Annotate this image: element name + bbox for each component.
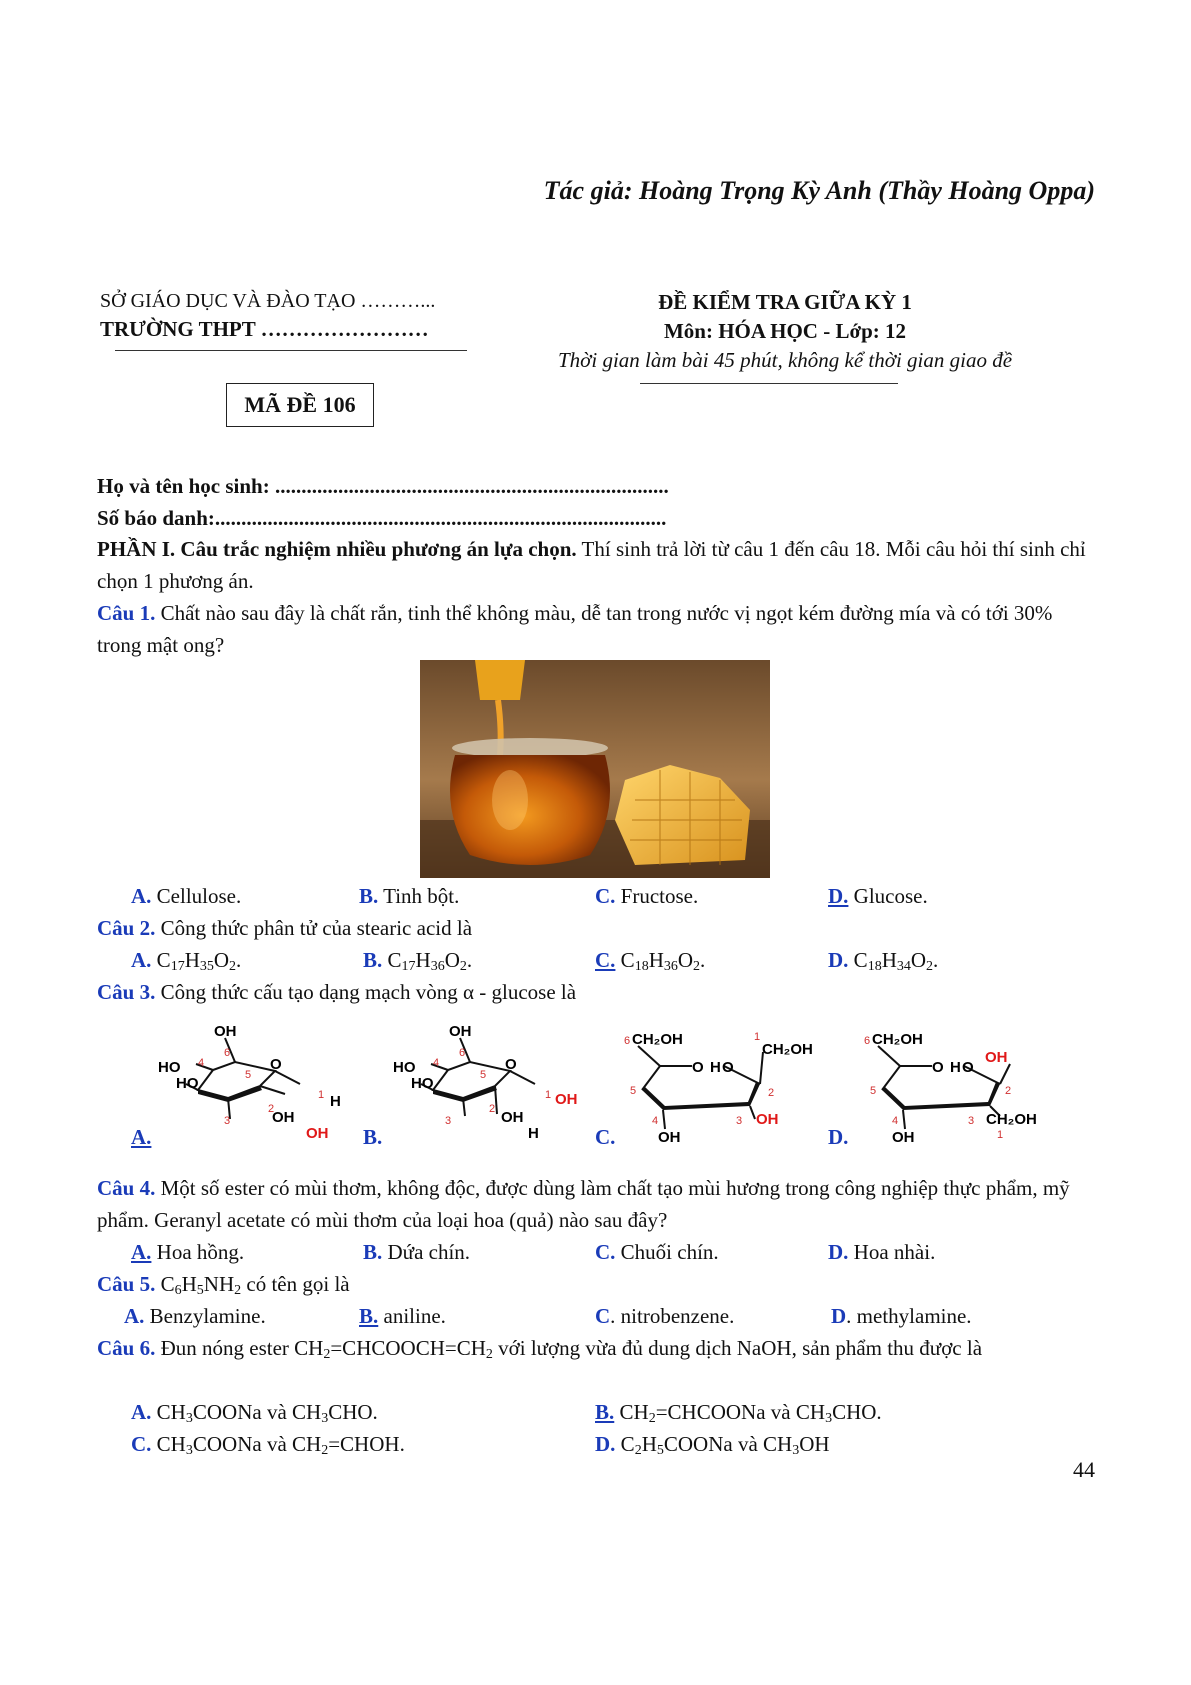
q1-option-d-key: D.	[828, 884, 849, 908]
svg-text:H: H	[710, 1059, 721, 1076]
q5-option-c-text: . nitrobenzene.	[610, 1304, 735, 1328]
q4-text: Một số ester có mùi thơm, không độc, được dùng làm chất tạo mùi hương trong công nghiệp thực phẩm, mỹ phẩm. Geranyl acetate có mùi thơm của loại hoa (quả) nào sau đây?	[97, 1176, 1070, 1232]
svg-text:6: 6	[624, 1035, 631, 1047]
svg-text:OH: OH	[985, 1049, 1008, 1066]
svg-text:OH: OH	[501, 1109, 524, 1126]
svg-text:2: 2	[768, 1087, 775, 1099]
svg-text:CH₂OH: CH₂OH	[872, 1031, 923, 1048]
q2-options	[0, 944, 1191, 976]
q4-option-b-key: B.	[363, 1240, 383, 1264]
svg-text:OH: OH	[272, 1109, 295, 1126]
svg-text:O: O	[932, 1059, 944, 1076]
q6-option-a-key: A.	[131, 1400, 152, 1424]
q5-option-b-text: aniline.	[378, 1304, 446, 1328]
svg-text:HO: HO	[411, 1075, 434, 1092]
svg-text:O: O	[270, 1056, 282, 1073]
q5-option-c[interactable]	[595, 1300, 734, 1332]
svg-text:6: 6	[864, 1035, 871, 1047]
svg-text:H: H	[528, 1125, 539, 1142]
q5-option-a-text: Benzylamine.	[144, 1304, 266, 1328]
svg-text:HO: HO	[158, 1059, 181, 1076]
q3-option-b-key: B.	[363, 1125, 383, 1149]
q1-option-b-text: Tinh bột.	[378, 884, 460, 908]
q5-option-a[interactable]	[124, 1300, 266, 1332]
q1-text: Chất nào sau đây là chất rắn, tinh thể không màu, dễ tan trong nước vị ngọt kém đường mía và có tới 30% trong mật ong?	[97, 601, 1053, 657]
q1-option-c-key: C.	[595, 884, 616, 908]
q6-option-c-key: C.	[131, 1432, 152, 1456]
q2-option-b-key: B.	[363, 948, 383, 972]
svg-text:6: 6	[224, 1047, 231, 1059]
q4-option-c-key: C.	[595, 1240, 616, 1264]
svg-text:1: 1	[318, 1089, 325, 1101]
svg-text:OH: OH	[555, 1091, 578, 1108]
q4-option-b-text: Dứa chín.	[382, 1240, 471, 1264]
q1-option-a[interactable]	[131, 880, 241, 912]
honey-jar-illustration	[420, 660, 770, 878]
svg-text:1: 1	[754, 1031, 761, 1043]
q6-option-a[interactable]: A. $CH_3COONa$ và $CH_3CHO$.	[131, 1400, 378, 1426]
svg-text:H: H	[330, 1093, 341, 1110]
q1-option-a-key: A.	[131, 884, 152, 908]
q2-option-b[interactable]: B. $C_{17}H_{36}O_2$.	[363, 948, 473, 974]
q1-option-b-key: B.	[359, 884, 379, 908]
svg-text:OH: OH	[214, 1024, 237, 1040]
svg-text:3: 3	[968, 1115, 975, 1127]
svg-text:OH: OH	[658, 1129, 681, 1146]
svg-text:1: 1	[997, 1129, 1004, 1141]
left-header	[100, 290, 490, 342]
svg-text:5: 5	[630, 1085, 637, 1097]
question-6: Câu 6. Đun nóng ester $CH_2=CHCOOCH=CH_2$ với lượng vừa đủ dung dịch NaOH, sản phẩm thu được là	[97, 1336, 983, 1362]
q5-option-b[interactable]	[359, 1300, 446, 1332]
svg-text:CH₂OH: CH₂OH	[762, 1041, 813, 1058]
q3-option-d[interactable]	[828, 1125, 848, 1150]
q2-option-d-key: D.	[828, 948, 849, 972]
q1-option-c[interactable]	[595, 880, 698, 912]
q4-options	[0, 1236, 1191, 1268]
q5-option-a-key: A.	[124, 1304, 145, 1328]
author-line: Tác giả: Hoàng Trọng Kỳ Anh (Thầy Hoàng Oppa)	[543, 176, 1095, 205]
svg-text:HO: HO	[176, 1075, 199, 1092]
q2-option-c[interactable]: C. $C_{18}H_{36}O_2$.	[595, 948, 706, 974]
q4-option-b[interactable]	[363, 1236, 470, 1268]
right-header	[495, 290, 1075, 373]
q6-option-b-key: B.	[595, 1400, 615, 1424]
student-id-dots: ......................................................................................	[214, 506, 667, 530]
structure-d	[860, 1024, 1060, 1149]
q2-option-c-key: C.	[595, 948, 616, 972]
q4-option-c-text: Chuối chín.	[615, 1240, 719, 1264]
svg-text:CH₂OH: CH₂OH	[632, 1031, 683, 1048]
q3-option-a[interactable]	[131, 1125, 151, 1150]
q3-option-c-key: C.	[595, 1125, 616, 1149]
svg-text:4: 4	[652, 1115, 659, 1127]
q6-option-d-key: D.	[595, 1432, 616, 1456]
structure-c	[620, 1024, 820, 1149]
exam-title: ĐỀ KIỂM TRA GIỮA KỲ 1	[658, 290, 912, 314]
q3-option-c[interactable]	[595, 1125, 615, 1150]
q4-option-c[interactable]	[595, 1236, 719, 1268]
svg-text:4: 4	[892, 1115, 899, 1127]
q1-option-c-text: Fructose.	[615, 884, 699, 908]
question-5: Câu 5. $C_6H_5NH_2$ có tên gọi là	[97, 1272, 350, 1298]
svg-text:OH: OH	[892, 1129, 915, 1146]
svg-text:2: 2	[489, 1103, 496, 1115]
structure-a	[150, 1024, 360, 1149]
student-name-dots: ...........................................................................	[274, 474, 669, 498]
exam-code: MÃ ĐỀ 106	[226, 383, 374, 427]
q6-option-c[interactable]: C. $CH_3COONa$ và $CH_2=CHOH$.	[131, 1432, 405, 1458]
q4-option-a[interactable]	[131, 1236, 244, 1268]
q5-option-d-text: . methylamine.	[846, 1304, 972, 1328]
svg-text:HO: HO	[393, 1059, 416, 1076]
q2-label: Câu 2.	[97, 916, 156, 940]
q1-option-d-text: Glucose.	[848, 884, 928, 908]
svg-text:5: 5	[870, 1085, 877, 1097]
subject: Môn: HÓA HỌC - Lớp: 12	[663, 319, 907, 343]
part1-instruction: Thí sinh trả lời từ câu 1 đến câu 18. Mỗi câu hỏi thí sinh chỉ chọn 1 phương án.	[97, 537, 1086, 593]
q4-option-a-text: Hoa hồng.	[151, 1240, 245, 1264]
svg-text:5: 5	[245, 1069, 252, 1081]
q4-label: Câu 4.	[97, 1176, 156, 1200]
school: TRƯỜNG THPT ……………………	[100, 317, 429, 341]
question-2	[97, 912, 1095, 944]
q6-label: Câu 6.	[97, 1336, 156, 1360]
department: SỞ GIÁO DỤC VÀ ĐÀO TẠO ………...	[100, 290, 436, 312]
svg-text:O: O	[692, 1059, 704, 1076]
svg-text:4: 4	[433, 1057, 440, 1069]
svg-text:CH₂OH: CH₂OH	[986, 1111, 1037, 1128]
student-id-label: Số báo danh:	[97, 506, 215, 530]
svg-text:4: 4	[198, 1057, 205, 1069]
q5-option-b-key: B.	[359, 1304, 379, 1328]
q5-option-c-key: C	[595, 1304, 611, 1328]
q3-option-b[interactable]	[363, 1125, 382, 1150]
school-underline	[115, 350, 467, 351]
q6-options-row1	[0, 1396, 1191, 1428]
q2-option-a-key: A.	[131, 948, 152, 972]
duration-underline	[640, 383, 898, 384]
svg-text:OH: OH	[306, 1125, 329, 1142]
svg-text:2: 2	[1005, 1085, 1012, 1097]
q4-option-d-text: Hoa nhài.	[848, 1240, 936, 1264]
q3-option-a-key: A.	[131, 1125, 152, 1149]
q6-option-b[interactable]: B. $CH_2=CHCOONa$ và $CH_3CHO$.	[595, 1400, 882, 1426]
svg-text:3: 3	[224, 1115, 231, 1127]
page-number: 44	[1073, 1457, 1095, 1482]
q1-option-d[interactable]	[828, 880, 928, 912]
q1-label: Câu 1.	[97, 601, 156, 625]
student-name-line	[97, 470, 1095, 502]
q2-text: Công thức phân tử của stearic acid là	[155, 916, 473, 940]
svg-text:3: 3	[736, 1115, 743, 1127]
q5-option-d-key: D	[831, 1304, 847, 1328]
q3-option-d-key: D.	[828, 1125, 849, 1149]
svg-text:1: 1	[545, 1089, 552, 1101]
svg-text:H: H	[950, 1059, 961, 1076]
q1-options	[0, 880, 1191, 912]
student-name-label: Họ và tên học sinh:	[97, 474, 270, 498]
q2-option-d[interactable]: D. $C_{18}H_{34}O_2$.	[828, 948, 939, 974]
part1-heading	[97, 533, 1095, 597]
q6-option-d[interactable]: D. $C_2H_5COONa$ và $CH_3OH$	[595, 1432, 830, 1458]
svg-text:O: O	[722, 1059, 734, 1076]
svg-text:6: 6	[459, 1047, 466, 1059]
svg-text:O: O	[505, 1056, 517, 1073]
part1-title: PHẦN I. Câu trắc nghiệm nhiều phương án lựa chọn.	[97, 537, 577, 561]
svg-text:O: O	[962, 1059, 974, 1076]
q2-option-a[interactable]: A. $C_{17}H_{35}O_2$.	[131, 948, 242, 974]
q4-option-a-key: A.	[131, 1240, 152, 1264]
q4-option-d[interactable]	[828, 1236, 935, 1268]
svg-text:5: 5	[480, 1069, 487, 1081]
svg-text:3: 3	[445, 1115, 452, 1127]
duration: Thời gian làm bài 45 phút, không kể thời gian giao đề	[557, 348, 1013, 372]
honey-photo	[420, 660, 770, 878]
q3-text: Công thức cấu tạo dạng mạch vòng α - glucose là	[155, 980, 577, 1004]
svg-text:OH: OH	[756, 1111, 779, 1128]
q5-options	[0, 1300, 1191, 1332]
question-3	[97, 976, 1095, 1008]
q6-options-row2	[0, 1428, 1191, 1460]
question-1	[97, 597, 1095, 661]
svg-text:2: 2	[268, 1103, 275, 1115]
q1-option-a-text: Cellulose.	[151, 884, 242, 908]
q5-option-d[interactable]	[831, 1300, 972, 1332]
structure-b	[385, 1024, 595, 1149]
q3-label: Câu 3.	[97, 980, 156, 1004]
svg-text:OH: OH	[449, 1024, 472, 1040]
q4-option-d-key: D.	[828, 1240, 849, 1264]
student-id-line	[97, 502, 1095, 534]
question-4	[97, 1172, 1095, 1236]
q5-label: Câu 5.	[97, 1272, 156, 1296]
q1-option-b[interactable]	[359, 880, 459, 912]
